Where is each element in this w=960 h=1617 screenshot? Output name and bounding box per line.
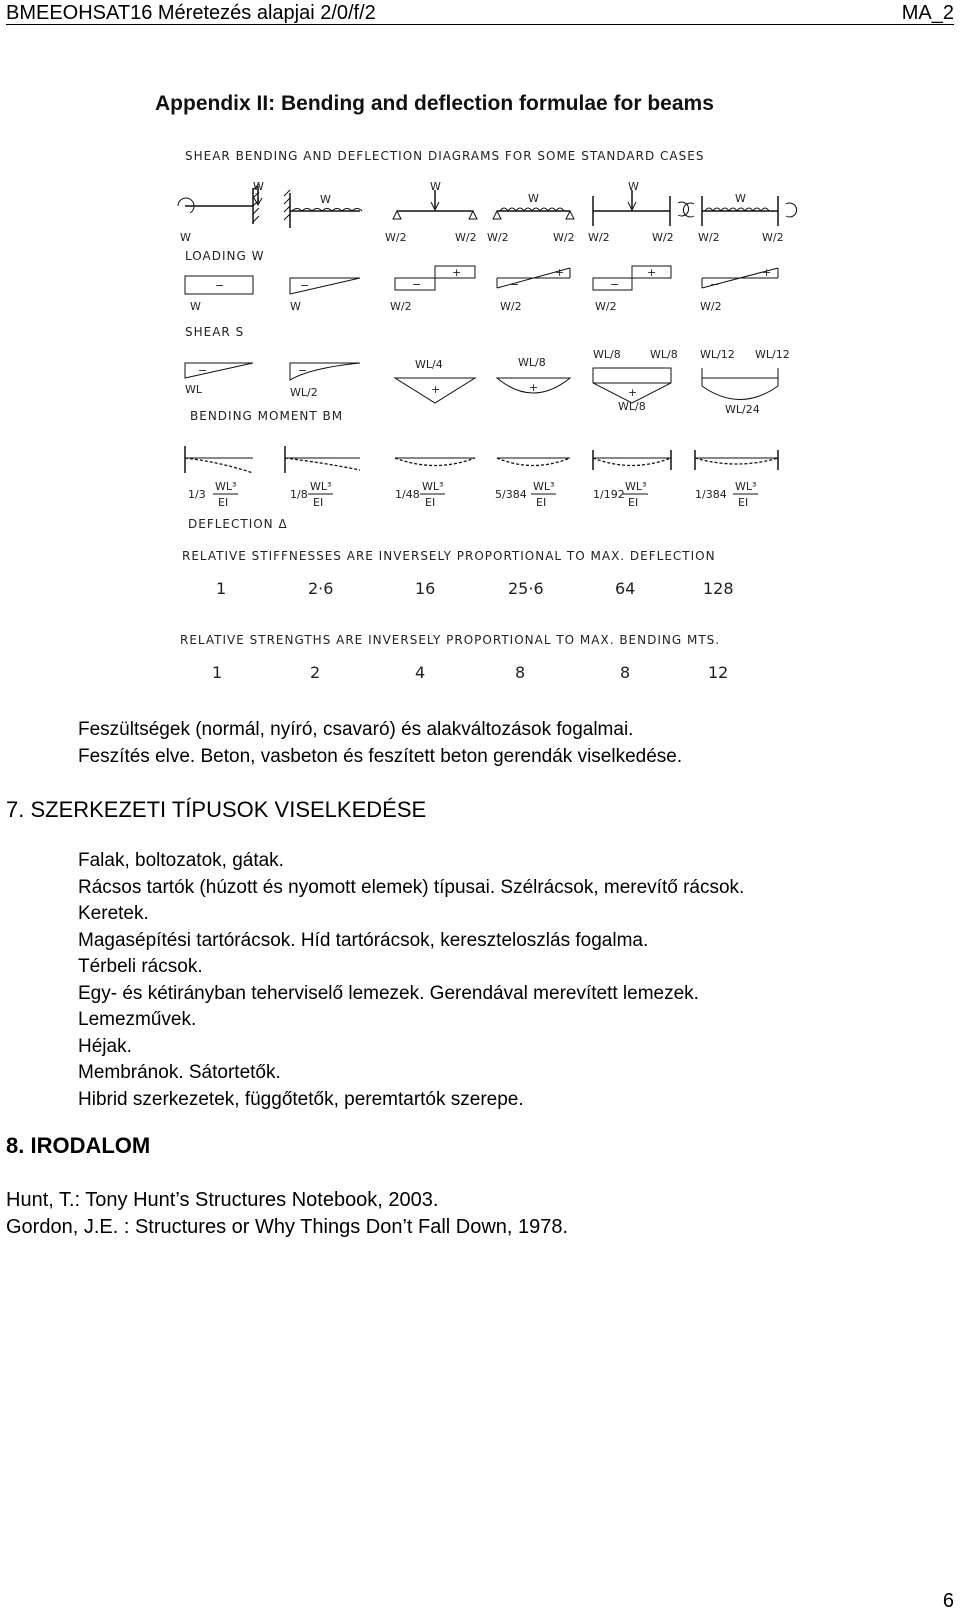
deflection-coeff: 1/3 <box>188 488 206 501</box>
svg-text:−: − <box>298 364 308 377</box>
page-header <box>6 2 954 25</box>
svg-text:WL³: WL³ <box>215 480 237 493</box>
strength-value: 1 <box>212 663 223 682</box>
reaction-label: W/2 <box>455 231 477 244</box>
svg-text:−: − <box>610 278 620 291</box>
list-item: Falak, boltozatok, gátak. <box>78 850 284 871</box>
strength-label: RELATIVE STRENGTHS ARE INVERSELY PROPORTIONAL TO MAX. BENDING MTS. <box>180 633 721 647</box>
load-label: W <box>430 180 441 193</box>
svg-text:+: + <box>452 266 462 279</box>
list-item: Keretek. <box>78 903 149 924</box>
strength-value: 8 <box>620 663 631 682</box>
deflection-coeff: 5/384 <box>495 488 527 501</box>
shear-value: W/2 <box>595 300 617 313</box>
bm-value: WL/8 <box>593 348 621 361</box>
stiffness-value: 128 <box>703 579 734 598</box>
shear-value: W/2 <box>500 300 522 313</box>
svg-text:−: − <box>412 278 422 291</box>
svg-text:−: − <box>510 278 520 291</box>
bm-value: WL/8 <box>618 400 646 413</box>
reaction-label: W/2 <box>698 231 720 244</box>
stiffness-value: 1 <box>216 579 227 598</box>
shear-label: SHEAR S <box>185 325 245 339</box>
stiffness-value: 25·6 <box>508 579 544 598</box>
svg-text:EI: EI <box>218 496 229 509</box>
deflection-diagrams <box>185 446 778 531</box>
svg-text:EI: EI <box>425 496 436 509</box>
list-item: Membránok. Sátortetők. <box>78 1062 281 1083</box>
deflection-coeff: 1/192 <box>593 488 625 501</box>
deflection-label: DEFLECTION Δ <box>188 517 288 531</box>
reaction-label: W/2 <box>487 231 509 244</box>
svg-text:−: − <box>215 279 225 292</box>
svg-text:+: + <box>529 381 539 394</box>
shear-value: W <box>290 300 301 313</box>
bm-value: WL/12 <box>700 348 735 361</box>
svg-text:−: − <box>198 364 208 377</box>
svg-text:+: + <box>762 266 772 279</box>
shear-value: W <box>190 300 201 313</box>
bm-value: WL/8 <box>518 356 546 369</box>
stiffness-value: 2·6 <box>308 579 334 598</box>
bending-moment-diagrams <box>185 348 790 423</box>
strength-value: 4 <box>415 663 426 682</box>
stiffness-value: 16 <box>415 579 436 598</box>
document-code: MA_2 <box>901 2 954 24</box>
load-label: W <box>320 193 331 206</box>
section-7-list <box>78 848 744 1113</box>
shear-value: W/2 <box>700 300 722 313</box>
bm-value: WL/12 <box>755 348 790 361</box>
svg-text:−: − <box>710 278 720 291</box>
load-label: W <box>253 180 264 193</box>
shear-diagrams <box>185 266 778 339</box>
svg-text:EI: EI <box>536 496 547 509</box>
reference-item: Gordon, J.E. : Structures or Why Things Don’t Fall Down, 1978. <box>6 1216 569 1238</box>
reaction-label: W/2 <box>553 231 575 244</box>
svg-text:+: + <box>555 266 565 279</box>
strength-value: 2 <box>310 663 321 682</box>
bm-value: WL/8 <box>650 348 678 361</box>
figure-title: Appendix II: Bending and deflection formulae for beams <box>155 92 714 115</box>
loading-label: LOADING W <box>185 249 265 263</box>
list-item: Héjak. <box>78 1035 132 1057</box>
reaction-label: W/2 <box>762 231 784 244</box>
svg-text:WL³: WL³ <box>422 480 444 493</box>
deflection-coeff: 1/48 <box>395 488 420 501</box>
svg-text:WL³: WL³ <box>533 480 555 493</box>
page-number: 6 <box>942 1590 954 1612</box>
strength-value: 8 <box>515 663 526 682</box>
svg-text:EI: EI <box>313 496 324 509</box>
reaction-label: W/2 <box>652 231 674 244</box>
list-item: Egy- és kétirányban teherviselő lemezek. Gerendával merevített lemezek. <box>78 982 699 1004</box>
bm-value: WL <box>185 383 203 396</box>
strength-value: 12 <box>708 663 729 682</box>
stiffness-label: RELATIVE STIFFNESSES ARE INVERSELY PROPORTIONAL TO MAX. DEFLECTION <box>182 549 716 563</box>
deflection-coeff: 1/384 <box>695 488 727 501</box>
svg-text:−: − <box>300 279 310 292</box>
references <box>6 1187 568 1241</box>
deflection-coeff: 1/8 <box>290 488 308 501</box>
figure-subtitle: SHEAR BENDING AND DEFLECTION DIAGRAMS FOR SOME STANDARD CASES <box>185 149 705 163</box>
svg-text:+: + <box>628 386 638 399</box>
list-item: Magasépítési tartórácsok. Híd tartórácsok, kereszteloszlás fogalma. <box>78 929 649 951</box>
bm-value: WL/2 <box>290 386 318 399</box>
svg-text:+: + <box>431 383 441 396</box>
svg-text:EI: EI <box>628 496 639 509</box>
section-8-heading: 8. IRODALOM <box>6 1133 151 1158</box>
svg-text:WL³: WL³ <box>310 480 332 493</box>
course-title: BMEEOHSAT16 Méretezés alapjai 2/0/f/2 <box>6 2 376 24</box>
shear-value: W/2 <box>390 300 412 313</box>
list-item: Lemezművek. <box>78 1009 197 1030</box>
svg-text:+: + <box>647 266 657 279</box>
bm-label: BENDING MOMENT BM <box>190 409 344 423</box>
reaction-label: W <box>180 231 191 244</box>
svg-text:WL³: WL³ <box>735 480 757 493</box>
intro-paragraph <box>78 717 682 770</box>
reference-item: Hunt, T.: Tony Hunt’s Structures Notebook, 2003. <box>6 1189 439 1211</box>
load-label: W <box>628 180 639 193</box>
list-item: Térbeli rácsok. <box>78 956 203 977</box>
section-7-heading: 7. SZERKEZETI TÍPUSOK VISELKEDÉSE <box>6 797 427 822</box>
load-label: W <box>528 192 539 205</box>
reaction-label: W/2 <box>385 231 407 244</box>
svg-text:EI: EI <box>738 496 749 509</box>
stiffness-value: 64 <box>615 579 636 598</box>
list-item: Rácsos tartók (húzott és nyomott elemek) típusai. Szélrácsok, merevítő rácsok. <box>78 876 745 898</box>
intro-line: Feszültségek (normál, nyíró, csavaró) és alakváltozások fogalmai. <box>78 719 634 740</box>
reaction-label: W/2 <box>588 231 610 244</box>
beam-formulae-figure <box>150 78 850 708</box>
load-label: W <box>735 192 746 205</box>
bm-value: WL/4 <box>415 358 443 371</box>
intro-line: Feszítés elve. Beton, vasbeton és feszített beton gerendák viselkedése. <box>78 745 683 767</box>
bm-value: WL/24 <box>725 403 760 416</box>
loading-diagrams <box>178 180 797 263</box>
svg-text:WL³: WL³ <box>625 480 647 493</box>
list-item: Hibrid szerkezetek, függőtetők, peremtartók szerepe. <box>78 1088 524 1110</box>
